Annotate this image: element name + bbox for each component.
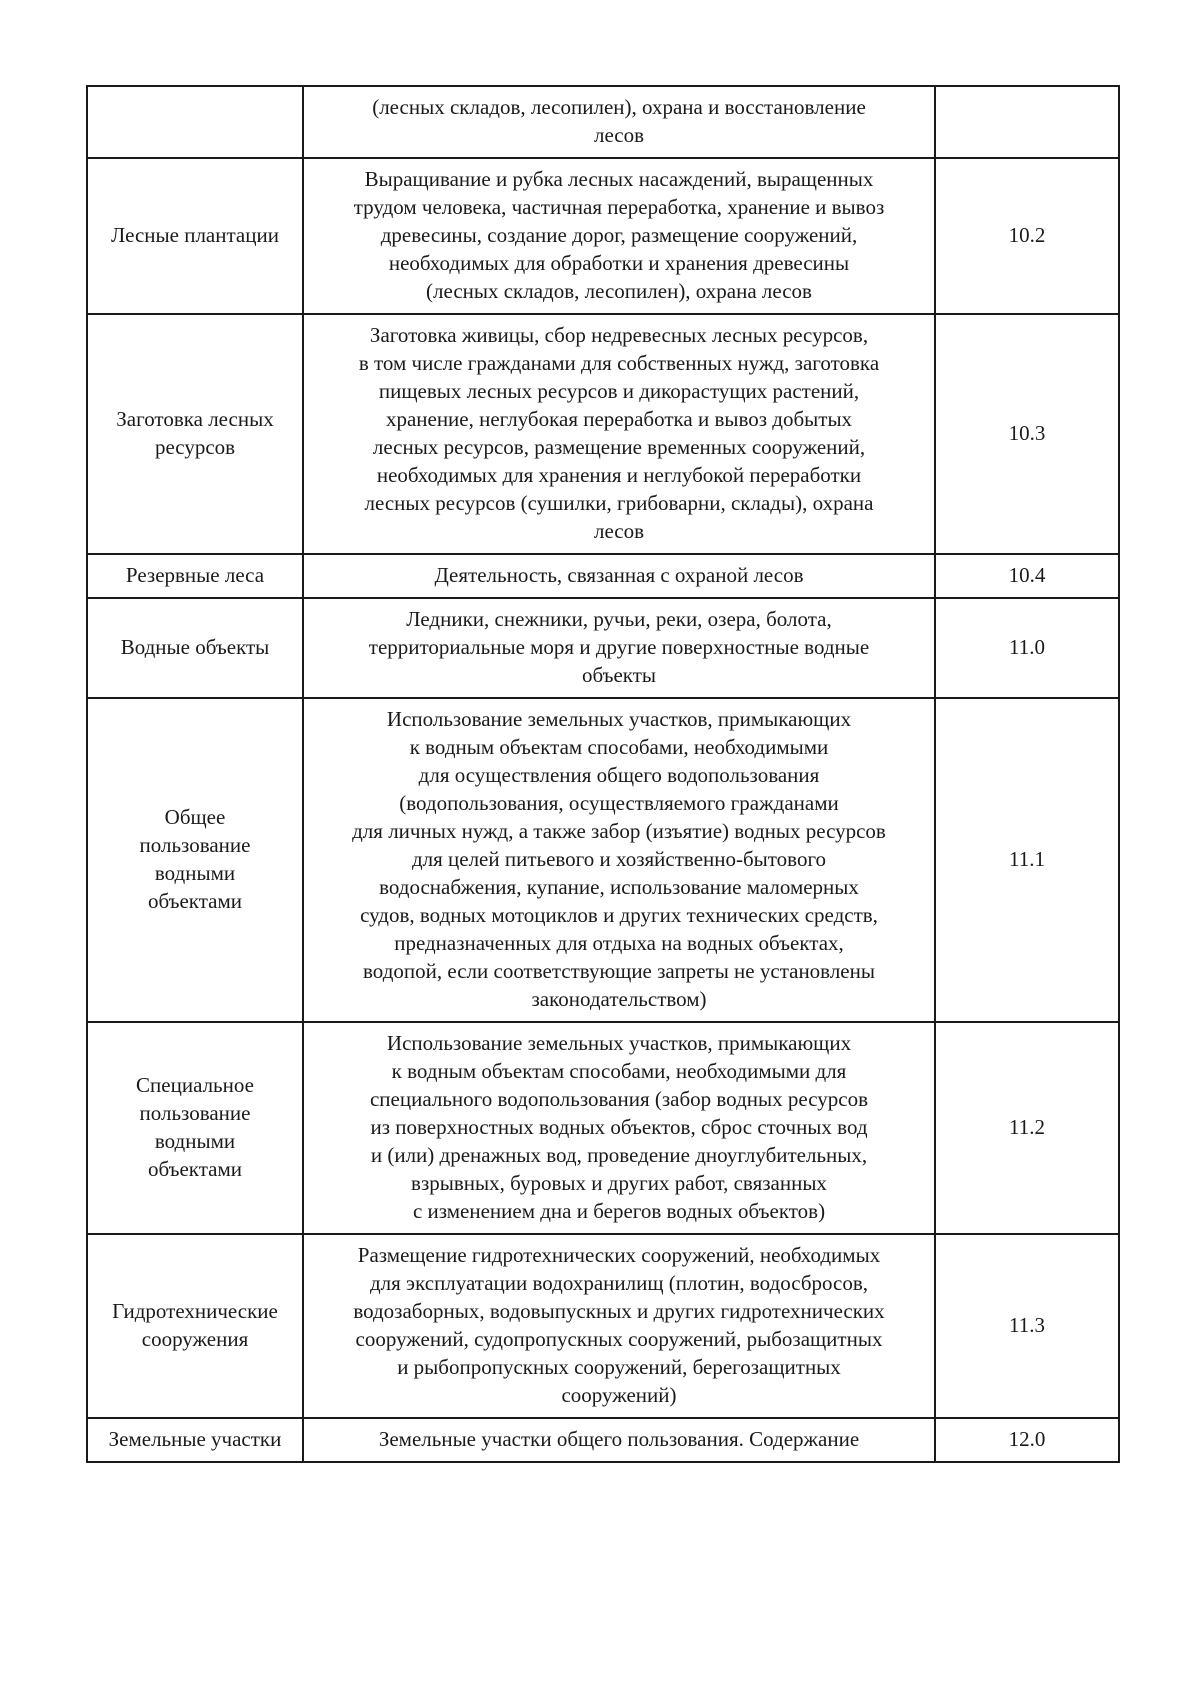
use-type-name: Гидротехнические сооружения: [87, 1234, 303, 1418]
use-type-code: 11.1: [935, 698, 1119, 1022]
use-type-code: 11.3: [935, 1234, 1119, 1418]
use-type-description: Ледники, снежники, ручьи, реки, озера, болота, территориальные моря и другие поверхностные водные объекты: [303, 598, 935, 698]
table-row: [87, 698, 1119, 1022]
use-type-name: Водные объекты: [87, 598, 303, 698]
use-type-name: Специальное пользование водными объектами: [87, 1022, 303, 1234]
use-type-description: Использование земельных участков, примыкающих к водным объектам способами, необходимыми для специального водопользования (забор водных ресурсов из поверхностных водных объектов, сброс сточных вод и (или) дренажных вод, проведение дноуглубительных, взрывных, буровых и других работ, связанных с изменением дна и берегов водных объектов): [303, 1022, 935, 1234]
table-row: [87, 1022, 1119, 1234]
table-row: [87, 158, 1119, 314]
use-type-name: [87, 86, 303, 158]
use-type-code: 10.4: [935, 554, 1119, 598]
use-type-name: Земельные участки: [87, 1418, 303, 1462]
use-type-code: 11.2: [935, 1022, 1119, 1234]
use-type-name: Резервные леса: [87, 554, 303, 598]
use-type-code: 12.0: [935, 1418, 1119, 1462]
use-type-name: Лесные плантации: [87, 158, 303, 314]
use-type-code: [935, 86, 1119, 158]
use-type-description: Выращивание и рубка лесных насаждений, выращенных трудом человека, частичная переработка, хранение и вывоз древесины, создание дорог, размещение сооружений, необходимых для обработки и хранения древесины (лесных складов, лесопилен), охрана лесов: [303, 158, 935, 314]
use-type-description: Заготовка живицы, сбор недревесных лесных ресурсов, в том числе гражданами для собственных нужд, заготовка пищевых лесных ресурсов и дикорастущих растений, хранение, неглубокая переработка и вывоз добытых лесных ресурсов, размещение временных сооружений, необходимых для хранения и неглубокой переработки лесных ресурсов (сушилки, грибоварни, склады), охрана лесов: [303, 314, 935, 554]
land-use-table: [86, 85, 1120, 1463]
use-type-name: Заготовка лесных ресурсов: [87, 314, 303, 554]
use-type-description: Земельные участки общего пользования. Содержание: [303, 1418, 935, 1462]
table-row: [87, 314, 1119, 554]
table-row: [87, 1418, 1119, 1462]
table-row: [87, 1234, 1119, 1418]
use-type-description: Использование земельных участков, примыкающих к водным объектам способами, необходимыми для осуществления общего водопользования (водопользования, осуществляемого гражданами для личных нужд, а также забор (изъятие) водных ресурсов для целей питьевого и хозяйственно-бытового водоснабжения, купание, использование маломерных судов, водных мотоциклов и других технических средств, предназначенных для отдыха на водных объектах, водопой, если соответствующие запреты не установлены законодательством): [303, 698, 935, 1022]
table-row: [87, 598, 1119, 698]
table-row: [87, 554, 1119, 598]
use-type-description: Деятельность, связанная с охраной лесов: [303, 554, 935, 598]
use-type-code: 10.2: [935, 158, 1119, 314]
use-type-name: Общее пользование водными объектами: [87, 698, 303, 1022]
use-type-description: Размещение гидротехнических сооружений, необходимых для эксплуатации водохранилищ (плотин, водосбросов, водозаборных, водовыпускных и других гидротехнических сооружений, судопропускных сооружений, рыбозащитных и рыбопропускных сооружений, берегозащитных сооружений): [303, 1234, 935, 1418]
use-type-description: (лесных складов, лесопилен), охрана и восстановление лесов: [303, 86, 935, 158]
use-type-code: 10.3: [935, 314, 1119, 554]
use-type-code: 11.0: [935, 598, 1119, 698]
table-row: [87, 86, 1119, 158]
